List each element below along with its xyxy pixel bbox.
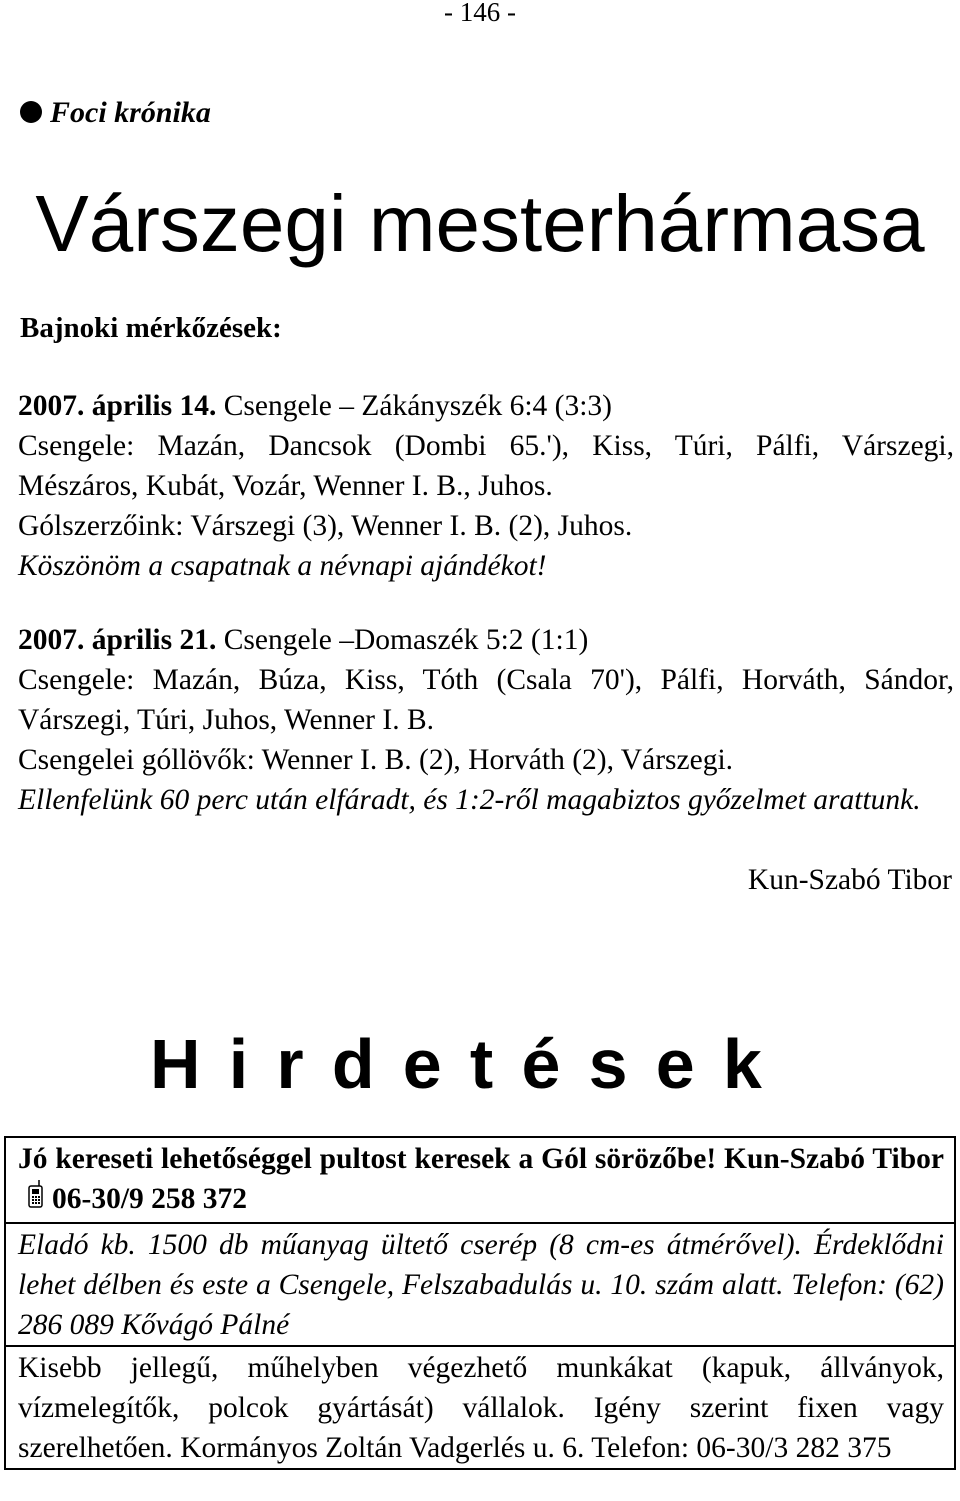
match-result: Csengele – Zákányszék 6:4 (3:3)	[216, 390, 612, 422]
match-scorers: Csengelei góllövők: Wenner I. B. (2), Horváth (2), Várszegi.	[18, 744, 734, 776]
match-header	[18, 620, 954, 660]
section-title: Foci krónika	[50, 96, 211, 129]
page-number: - 146 -	[444, 0, 516, 27]
ad-munka: Kisebb jellegű, műhelyben végezhető munkákat (kapuk, állványok, vízmelegítők, polcok gyártását) vállalok. Igény szerint fixen vagy szerelhetően. Kormányos Zoltán Vadgerlés u. 6. Telefon: 06-30/3 282 375	[6, 1345, 954, 1468]
match-result: Csengele –Domaszék 5:2 (1:1)	[216, 624, 589, 656]
match-report-1	[18, 386, 954, 586]
match-comment: Ellenfelünk 60 perc után elfáradt, és 1:2-ről magabiztos győzelmet arattunk.	[18, 784, 921, 816]
match-report-2	[18, 620, 954, 820]
ad-pultos	[6, 1138, 954, 1222]
classified-ads	[4, 1136, 956, 1470]
article-author: Kun-Szabó Tibor	[747, 864, 952, 896]
match-date: 2007. április 14.	[18, 390, 217, 422]
section-heading	[20, 94, 211, 132]
ad-cserep: Eladó kb. 1500 db műanyag ültető cserép (8 cm-es átmérővel). Érdeklődni lehet délben és este a Csengele, Felszabadulás u. 10. szám alatt. Telefon: (62) 286 089 Kővágó Pálné	[6, 1222, 954, 1345]
match-date: 2007. április 21.	[18, 624, 217, 656]
ad-text: Jó kereseti lehetőséggel pultost keresek a Gól sörözőbe! Kun-Szabó Tibor	[18, 1143, 944, 1175]
match-lineup: Csengele: Mazán, Búza, Kiss, Tóth (Csala 70'), Pálfi, Horváth, Sándor, Várszegi, Túri, Juhos, Wenner I. B.	[18, 664, 954, 736]
match-scorers: Gólszerzőink: Várszegi (3), Wenner I. B. (2), Juhos.	[18, 510, 633, 542]
ad-phone: 06-30/9 258 372	[52, 1183, 248, 1215]
match-lineup: Csengele: Mazán, Dancsok (Dombi 65.'), Kiss, Túri, Pálfi, Várszegi, Mészáros, Kubát, Vozár, Wenner I. B., Juhos.	[18, 430, 954, 502]
match-header	[18, 386, 954, 426]
subheading: Bajnoki mérkőzések:	[20, 312, 282, 344]
mobile-phone-icon	[26, 1179, 46, 1220]
match-comment: Köszönöm a csapatnak a névnapi ajándékot!	[18, 550, 547, 582]
article-headline: Várszegi mesterhármasa	[35, 179, 925, 268]
bullet-icon	[20, 101, 42, 123]
ads-title: Hirdetések	[150, 1025, 790, 1103]
